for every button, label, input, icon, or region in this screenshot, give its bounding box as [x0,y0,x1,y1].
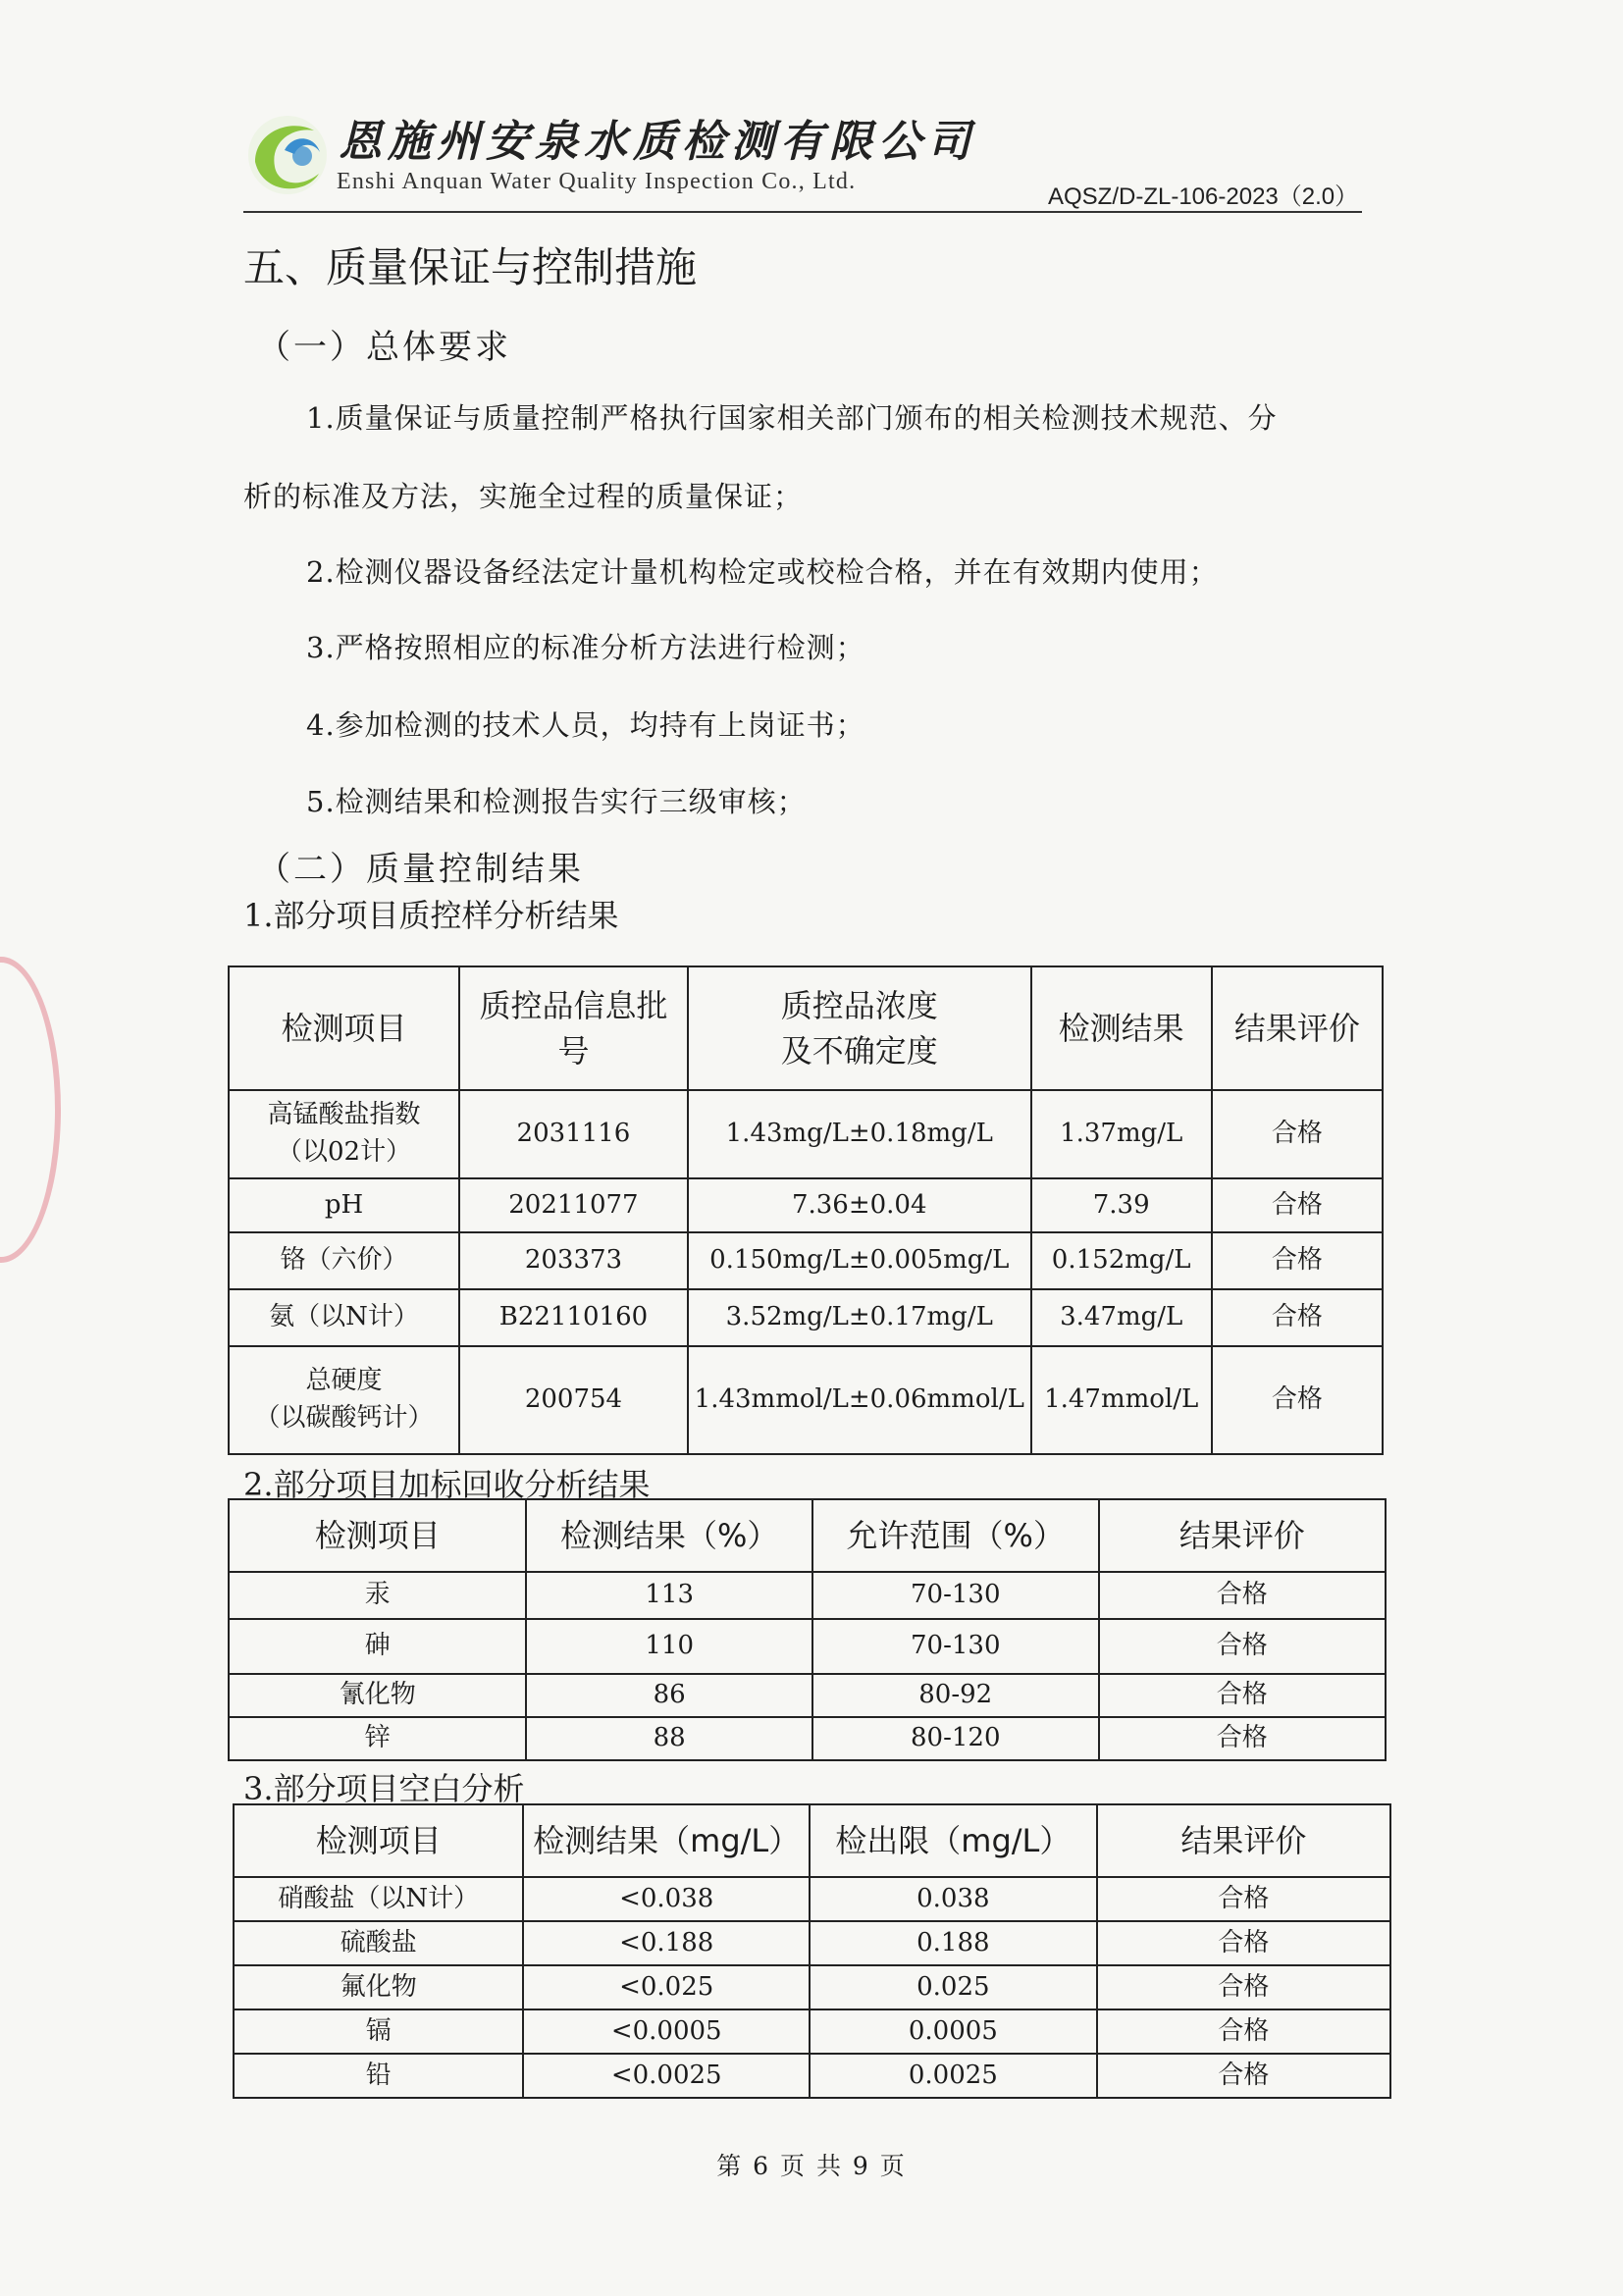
table-row [229,1090,1383,1178]
evaluation-cell: 合格 [1097,1965,1390,2009]
general-requirements-title: （一）总体要求 [257,328,511,367]
header-result: 检测结果 [1031,966,1212,1090]
item-cell: 锌 [229,1717,526,1760]
item-cell: 铅 [234,2054,523,2098]
evaluation-cell: 合格 [1097,2009,1390,2054]
concentration-cell: 7.36±0.04 [688,1178,1031,1232]
evaluation-cell: 合格 [1099,1717,1386,1760]
header-range: 允许范围（%） [812,1499,1099,1572]
item-cell [229,1346,459,1454]
concentration-cell: 1.43mg/L±0.18mg/L [688,1090,1031,1178]
table-row [229,1717,1386,1760]
item-name: 总硬度 [305,1366,383,1396]
evaluation-cell: 合格 [1097,1877,1390,1921]
header-batch [459,966,688,1090]
header-result: 检测结果（%） [526,1499,812,1572]
evaluation-cell: 合格 [1099,1674,1386,1717]
limit-cell: 0.0005 [810,2009,1097,2054]
item-name: 高锰酸盐指数 [267,1100,421,1130]
range-cell: 70-130 [812,1572,1099,1619]
result-cell: 1.47mmol/L [1031,1346,1212,1454]
result-cell: 110 [526,1619,812,1674]
batch-cell: 200754 [459,1346,688,1454]
evaluation-cell: 合格 [1212,1346,1383,1454]
evaluation-cell: 合格 [1212,1232,1383,1289]
batch-cell: 20211077 [459,1178,688,1232]
requirement-3: 3.严格按照相应的标准分析方法进行检测； [306,631,865,664]
range-cell: 80-92 [812,1674,1099,1717]
section-title: 五、质量保证与控制措施 [243,243,698,291]
evaluation-cell: 合格 [1097,1921,1390,1965]
item-cell: 砷 [229,1619,526,1674]
table-row [229,1674,1386,1717]
result-cell: 113 [526,1572,812,1619]
red-stamp-mark [0,957,61,1263]
result-cell: 1.37mg/L [1031,1090,1212,1178]
evaluation-cell: 合格 [1212,1178,1383,1232]
header-evaluation: 结果评价 [1212,966,1383,1090]
table-row [234,2009,1390,2054]
result-cell: <0.025 [523,1965,810,2009]
table-row [229,1572,1386,1619]
limit-cell: 0.025 [810,1965,1097,2009]
table-header-row [234,1804,1390,1877]
header-item: 检测项目 [229,966,459,1090]
evaluation-cell: 合格 [1097,2054,1390,2098]
limit-cell: 0.0025 [810,2054,1097,2098]
item-cell: 铬（六价） [229,1232,459,1289]
table1-caption: 1.部分项目质控样分析结果 [243,897,619,934]
result-cell: 86 [526,1674,812,1717]
table-header-row [229,966,1383,1090]
item-cell: 硝酸盐（以N计） [234,1877,523,1921]
requirement-1: 1.质量保证与质量控制严格执行国家相关部门颁布的相关检测技术规范、分 [306,401,1278,435]
table2-caption: 2.部分项目加标回收分析结果 [243,1466,651,1503]
spike-recovery-table [228,1498,1387,1761]
result-cell: <0.188 [523,1921,810,1965]
item-note: （以碳酸钙计） [254,1403,434,1433]
header-divider [243,211,1362,213]
table-row [229,1289,1383,1346]
item-cell: 汞 [229,1572,526,1619]
header-conc-line1: 质控品浓度 [780,986,938,1024]
table3-caption: 3.部分项目空白分析 [243,1770,525,1807]
control-results-title: （二）质量控制结果 [257,850,584,889]
document-code: AQSZ/D-ZL-106-2023（2.0） [1048,183,1359,210]
requirement-4: 4.参加检测的技术人员，均持有上岗证书； [306,708,865,742]
table-header-row [229,1499,1386,1572]
item-note: （以02计） [277,1137,412,1167]
evaluation-cell: 合格 [1099,1572,1386,1619]
item-cell: pH [229,1178,459,1232]
result-cell: 88 [526,1717,812,1760]
table-row [229,1346,1383,1454]
page-number: 第 6 页 共 9 页 [716,2152,907,2180]
range-cell: 80-120 [812,1717,1099,1760]
limit-cell: 0.038 [810,1877,1097,1921]
header-conc-line2: 及不确定度 [780,1032,938,1070]
concentration-cell: 1.43mmol/L±0.06mmol/L [688,1346,1031,1454]
company-name-cn: 恩施州安泉水质检测有限公司 [339,117,976,167]
result-cell: 0.152mg/L [1031,1232,1212,1289]
header-batch-line2: 号 [557,1032,590,1070]
range-cell: 70-130 [812,1619,1099,1674]
item-cell: 硫酸盐 [234,1921,523,1965]
result-cell: 7.39 [1031,1178,1212,1232]
table-row [229,1619,1386,1674]
result-cell: <0.0005 [523,2009,810,2054]
item-cell [229,1090,459,1178]
batch-cell: 203373 [459,1232,688,1289]
batch-cell: 2031116 [459,1090,688,1178]
header-result: 检测结果（mg/L） [523,1804,810,1877]
table-row [234,1965,1390,2009]
batch-cell: B22110160 [459,1289,688,1346]
table-row [234,2054,1390,2098]
item-cell: 氨（以N计） [229,1289,459,1346]
header-item: 检测项目 [229,1499,526,1572]
table-row [229,1178,1383,1232]
item-cell: 镉 [234,2009,523,2054]
header-batch-line1: 质控品信息批 [479,986,668,1024]
evaluation-cell: 合格 [1212,1090,1383,1178]
header-evaluation: 结果评价 [1099,1499,1386,1572]
item-cell: 氰化物 [229,1674,526,1717]
header-limit: 检出限（mg/L） [810,1804,1097,1877]
limit-cell: 0.188 [810,1921,1097,1965]
result-cell: <0.038 [523,1877,810,1921]
concentration-cell: 0.150mg/L±0.005mg/L [688,1232,1031,1289]
evaluation-cell: 合格 [1212,1289,1383,1346]
qc-sample-table [228,965,1384,1455]
company-name-en: Enshi Anquan Water Quality Inspection Co., Ltd. [337,169,857,194]
header-concentration [688,966,1031,1090]
table-row [229,1232,1383,1289]
header-item: 检测项目 [234,1804,523,1877]
company-logo-icon [245,113,330,197]
requirement-5: 5.检测结果和检测报告实行三级审核； [306,785,807,818]
concentration-cell: 3.52mg/L±0.17mg/L [688,1289,1031,1346]
evaluation-cell: 合格 [1099,1619,1386,1674]
table-row [234,1877,1390,1921]
blank-analysis-table [233,1803,1391,2099]
result-cell: <0.0025 [523,2054,810,2098]
requirement-1-cont: 析的标准及方法，实施全过程的质量保证； [243,480,804,513]
table-row [234,1921,1390,1965]
header-evaluation: 结果评价 [1097,1804,1390,1877]
requirement-2: 2.检测仪器设备经法定计量机构检定或校检合格，并在有效期内使用； [306,555,1219,589]
result-cell: 3.47mg/L [1031,1289,1212,1346]
item-cell: 氟化物 [234,1965,523,2009]
